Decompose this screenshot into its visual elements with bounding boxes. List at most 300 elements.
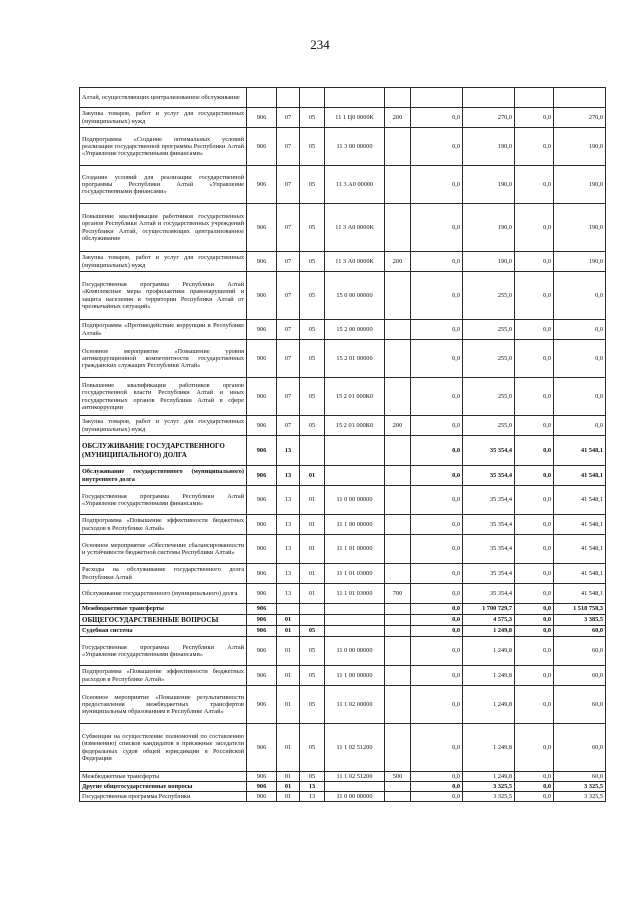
section-code-cell bbox=[277, 604, 300, 615]
amount-cell-1: 0,0 bbox=[411, 686, 463, 724]
amount-cell-3: 0,0 bbox=[515, 535, 554, 564]
amount-cell-1: 0,0 bbox=[411, 252, 463, 272]
grbs-code-cell bbox=[247, 88, 277, 108]
subsection-code-cell: 05 bbox=[300, 204, 325, 252]
section-code-cell: 13 bbox=[277, 584, 300, 604]
amount-cell-4: 190,0 bbox=[554, 128, 606, 166]
amount-cell-2: 190,0 bbox=[463, 204, 515, 252]
grbs-code-cell: 906 bbox=[247, 626, 277, 637]
table-row bbox=[80, 615, 606, 626]
table-row bbox=[80, 204, 606, 252]
grbs-code-cell: 906 bbox=[247, 436, 277, 466]
target-article-cell: 11 1 02 51200 bbox=[325, 772, 385, 782]
amount-cell-1: 0,0 bbox=[411, 416, 463, 436]
target-article-cell: 11 0 00 00000 bbox=[325, 792, 385, 802]
section-code-cell: 01 bbox=[277, 666, 300, 686]
table-row bbox=[80, 626, 606, 637]
amount-cell-2: 255,0 bbox=[463, 272, 515, 320]
subsection-code-cell bbox=[300, 88, 325, 108]
amount-cell-1: 0,0 bbox=[411, 724, 463, 772]
grbs-code-cell: 906 bbox=[247, 615, 277, 626]
table-row bbox=[80, 782, 606, 792]
section-code-cell: 07 bbox=[277, 378, 300, 416]
table-row bbox=[80, 272, 606, 320]
amount-cell-2: 35 354,4 bbox=[463, 466, 515, 486]
amount-cell-4: 190,0 bbox=[554, 166, 606, 204]
table-row bbox=[80, 108, 606, 128]
amount-cell-1: 0,0 bbox=[411, 564, 463, 584]
subsection-code-cell: 01 bbox=[300, 535, 325, 564]
amount-cell-4: 3 325,5 bbox=[554, 782, 606, 792]
amount-cell-4: 41 548,1 bbox=[554, 584, 606, 604]
row-name-cell: Подпрограмма «Повышение эффективности бюджетных расходов в Республике Алтай» bbox=[80, 515, 247, 535]
target-article-cell: 11 3 00 00000 bbox=[325, 128, 385, 166]
expense-type-cell: 200 bbox=[385, 252, 411, 272]
table-row bbox=[80, 486, 606, 515]
expense-type-cell bbox=[385, 782, 411, 792]
table-row bbox=[80, 320, 606, 340]
subsection-code-cell: 05 bbox=[300, 108, 325, 128]
amount-cell-4: 60,0 bbox=[554, 686, 606, 724]
table-row bbox=[80, 436, 606, 466]
subsection-code-cell: 05 bbox=[300, 128, 325, 166]
subsection-code-cell: 05 bbox=[300, 626, 325, 637]
grbs-code-cell: 906 bbox=[247, 772, 277, 782]
amount-cell-3 bbox=[515, 88, 554, 108]
amount-cell-2: 1 249,8 bbox=[463, 686, 515, 724]
subsection-code-cell: 05 bbox=[300, 416, 325, 436]
subsection-code-cell: 05 bbox=[300, 772, 325, 782]
table-row bbox=[80, 724, 606, 772]
amount-cell-4: 41 548,1 bbox=[554, 436, 606, 466]
expense-type-cell bbox=[385, 626, 411, 637]
grbs-code-cell: 906 bbox=[247, 604, 277, 615]
grbs-code-cell: 906 bbox=[247, 535, 277, 564]
grbs-code-cell: 906 bbox=[247, 637, 277, 666]
subsection-code-cell: 05 bbox=[300, 686, 325, 724]
subsection-code-cell bbox=[300, 436, 325, 466]
amount-cell-3: 0,0 bbox=[515, 166, 554, 204]
section-code-cell: 13 bbox=[277, 486, 300, 515]
target-article-cell: 11 1 02 00000 bbox=[325, 686, 385, 724]
grbs-code-cell: 906 bbox=[247, 486, 277, 515]
amount-cell-1: 0,0 bbox=[411, 584, 463, 604]
amount-cell-2: 4 575,3 bbox=[463, 615, 515, 626]
expense-type-cell bbox=[385, 792, 411, 802]
expense-type-cell bbox=[385, 637, 411, 666]
row-name-cell: ОБСЛУЖИВАНИЕ ГОСУДАРСТВЕННОГО (МУНИЦИПАЛЬНОГО) ДОЛГА bbox=[80, 436, 247, 466]
amount-cell-1: 0,0 bbox=[411, 666, 463, 686]
target-article-cell: 11 1 00 00000 bbox=[325, 515, 385, 535]
row-name-cell: Судебная система bbox=[80, 626, 247, 637]
target-article-cell bbox=[325, 604, 385, 615]
target-article-cell: 15 2 01 00000 bbox=[325, 340, 385, 378]
grbs-code-cell: 906 bbox=[247, 378, 277, 416]
subsection-code-cell: 05 bbox=[300, 378, 325, 416]
amount-cell-3: 0,0 bbox=[515, 782, 554, 792]
subsection-code-cell: 01 bbox=[300, 486, 325, 515]
target-article-cell: 11 1 01 03000 bbox=[325, 564, 385, 584]
grbs-code-cell: 906 bbox=[247, 792, 277, 802]
row-name-cell: Государственная программа Республики Алтай «Комплексные меры профилактики правонарушений и защита населения и территории Республики Алтай от чрезвычайных ситуаций» bbox=[80, 272, 247, 320]
row-name-cell: ОБЩЕГОСУДАРСТВЕННЫЕ ВОПРОСЫ bbox=[80, 615, 247, 626]
grbs-code-cell: 906 bbox=[247, 666, 277, 686]
amount-cell-2 bbox=[463, 88, 515, 108]
target-article-cell bbox=[325, 626, 385, 637]
row-name-cell: Закупка товаров, работ и услуг для государственных (муниципальных) нужд bbox=[80, 252, 247, 272]
amount-cell-3: 0,0 bbox=[515, 792, 554, 802]
expense-type-cell: 200 bbox=[385, 108, 411, 128]
subsection-code-cell: 05 bbox=[300, 637, 325, 666]
amount-cell-2: 35 354,4 bbox=[463, 436, 515, 466]
amount-cell-3: 0,0 bbox=[515, 128, 554, 166]
section-code-cell: 13 bbox=[277, 436, 300, 466]
amount-cell-2: 255,0 bbox=[463, 340, 515, 378]
row-name-cell: Расходы на обслуживание государственного долга Республики Алтай bbox=[80, 564, 247, 584]
table-row bbox=[80, 535, 606, 564]
expense-type-cell bbox=[385, 515, 411, 535]
grbs-code-cell: 906 bbox=[247, 252, 277, 272]
grbs-code-cell: 906 bbox=[247, 416, 277, 436]
amount-cell-2: 3 325,5 bbox=[463, 792, 515, 802]
table-row bbox=[80, 772, 606, 782]
section-code-cell: 01 bbox=[277, 626, 300, 637]
expense-type-cell: 700 bbox=[385, 584, 411, 604]
grbs-code-cell: 906 bbox=[247, 128, 277, 166]
expense-type-cell: 200 bbox=[385, 416, 411, 436]
expense-type-cell bbox=[385, 128, 411, 166]
row-name-cell: Создание условий для реализации государственной программы Республики Алтай «Управление государственными финансами» bbox=[80, 166, 247, 204]
amount-cell-4: 60,0 bbox=[554, 666, 606, 686]
table-row bbox=[80, 466, 606, 486]
row-name-cell: Обслуживание государственного (муниципального) долга bbox=[80, 584, 247, 604]
amount-cell-2: 35 354,4 bbox=[463, 486, 515, 515]
amount-cell-1 bbox=[411, 88, 463, 108]
amount-cell-3: 0,0 bbox=[515, 378, 554, 416]
target-article-cell: 15 2 01 000К0 bbox=[325, 378, 385, 416]
amount-cell-2: 1 249,8 bbox=[463, 626, 515, 637]
section-code-cell: 01 bbox=[277, 782, 300, 792]
amount-cell-1: 0,0 bbox=[411, 466, 463, 486]
grbs-code-cell: 906 bbox=[247, 108, 277, 128]
target-article-cell: 11 1 01 03000 bbox=[325, 584, 385, 604]
amount-cell-2: 35 354,4 bbox=[463, 584, 515, 604]
row-name-cell: Государственная программа Республики Алтай «Управление государственными финансами» bbox=[80, 637, 247, 666]
table-row bbox=[80, 564, 606, 584]
amount-cell-2: 190,0 bbox=[463, 128, 515, 166]
row-name-cell: Закупка товаров, работ и услуг для государственных (муниципальных) нужд bbox=[80, 416, 247, 436]
amount-cell-1: 0,0 bbox=[411, 340, 463, 378]
row-name-cell: Государственная программа Республики bbox=[80, 792, 247, 802]
subsection-code-cell: 05 bbox=[300, 272, 325, 320]
section-code-cell: 07 bbox=[277, 128, 300, 166]
section-code-cell: 01 bbox=[277, 686, 300, 724]
row-name-cell: Основное мероприятие «Обеспечение сбалансированности и устойчивости бюджетной системы Республики Алтай» bbox=[80, 535, 247, 564]
target-article-cell: 11 1 01 00000 bbox=[325, 535, 385, 564]
subsection-code-cell: 05 bbox=[300, 666, 325, 686]
amount-cell-1: 0,0 bbox=[411, 272, 463, 320]
amount-cell-1: 0,0 bbox=[411, 486, 463, 515]
amount-cell-2: 1 249,8 bbox=[463, 637, 515, 666]
table-row bbox=[80, 128, 606, 166]
amount-cell-1: 0,0 bbox=[411, 166, 463, 204]
section-code-cell: 13 bbox=[277, 466, 300, 486]
row-name-cell: Основное мероприятие «Повышение результативности предоставления межбюджетных трансфертов муниципальным образованиям в Республике Алтай» bbox=[80, 686, 247, 724]
grbs-code-cell: 906 bbox=[247, 320, 277, 340]
section-code-cell: 07 bbox=[277, 204, 300, 252]
amount-cell-3: 0,0 bbox=[515, 666, 554, 686]
amount-cell-2: 1 249,8 bbox=[463, 724, 515, 772]
section-code-cell: 01 bbox=[277, 792, 300, 802]
amount-cell-1: 0,0 bbox=[411, 604, 463, 615]
subsection-code-cell: 05 bbox=[300, 340, 325, 378]
table-row bbox=[80, 340, 606, 378]
amount-cell-1: 0,0 bbox=[411, 108, 463, 128]
section-code-cell: 01 bbox=[277, 724, 300, 772]
table-row bbox=[80, 378, 606, 416]
amount-cell-3: 0,0 bbox=[515, 637, 554, 666]
row-name-cell: Алтай, осуществляющих централизованное обслуживание bbox=[80, 88, 247, 108]
amount-cell-1: 0,0 bbox=[411, 204, 463, 252]
amount-cell-3: 0,0 bbox=[515, 615, 554, 626]
expense-type-cell bbox=[385, 166, 411, 204]
target-article-cell: 11 3 А0 0000К bbox=[325, 252, 385, 272]
row-name-cell: Основное мероприятие «Повышение уровня антикоррупционной компетентности государственных гражданских служащих Республики Алтай» bbox=[80, 340, 247, 378]
amount-cell-1: 0,0 bbox=[411, 615, 463, 626]
row-name-cell: Другие общегосударственные вопросы bbox=[80, 782, 247, 792]
amount-cell-3: 0,0 bbox=[515, 626, 554, 637]
section-code-cell: 01 bbox=[277, 615, 300, 626]
amount-cell-1: 0,0 bbox=[411, 378, 463, 416]
amount-cell-3: 0,0 bbox=[515, 486, 554, 515]
expense-type-cell bbox=[385, 604, 411, 615]
amount-cell-2: 190,0 bbox=[463, 166, 515, 204]
section-code-cell: 07 bbox=[277, 108, 300, 128]
target-article-cell: 15 2 00 00000 bbox=[325, 320, 385, 340]
row-name-cell: Государственная программа Республики Алтай «Управление государственными финансами» bbox=[80, 486, 247, 515]
expense-type-cell bbox=[385, 535, 411, 564]
grbs-code-cell: 906 bbox=[247, 584, 277, 604]
amount-cell-4: 41 548,1 bbox=[554, 535, 606, 564]
section-code-cell: 13 bbox=[277, 515, 300, 535]
amount-cell-3: 0,0 bbox=[515, 604, 554, 615]
grbs-code-cell: 906 bbox=[247, 564, 277, 584]
row-name-cell: Подпрограмма «Противодействие коррупции в Республике Алтай» bbox=[80, 320, 247, 340]
amount-cell-4: 60,0 bbox=[554, 626, 606, 637]
amount-cell-4: 190,0 bbox=[554, 252, 606, 272]
table-body bbox=[80, 88, 606, 802]
amount-cell-1: 0,0 bbox=[411, 626, 463, 637]
target-article-cell bbox=[325, 466, 385, 486]
expense-type-cell bbox=[385, 340, 411, 378]
section-code-cell: 07 bbox=[277, 320, 300, 340]
amount-cell-3: 0,0 bbox=[515, 108, 554, 128]
expense-type-cell bbox=[385, 486, 411, 515]
table-row bbox=[80, 584, 606, 604]
subsection-code-cell: 01 bbox=[300, 584, 325, 604]
page-number: 234 bbox=[310, 37, 330, 52]
row-name-cell: Субвенции на осуществление полномочий по составлению (изменению) списков кандидатов в присяжные заседатели федеральных судов общей юрисдикции в Российской Федерации bbox=[80, 724, 247, 772]
section-code-cell: 01 bbox=[277, 637, 300, 666]
amount-cell-4: 3 385,5 bbox=[554, 615, 606, 626]
row-name-cell: Межбюджетные трансферты bbox=[80, 772, 247, 782]
expense-type-cell bbox=[385, 686, 411, 724]
subsection-code-cell: 01 bbox=[300, 564, 325, 584]
target-article-cell: 11 3 А0 0000К bbox=[325, 204, 385, 252]
grbs-code-cell: 906 bbox=[247, 204, 277, 252]
subsection-code-cell: 05 bbox=[300, 724, 325, 772]
section-code-cell bbox=[277, 88, 300, 108]
amount-cell-2: 255,0 bbox=[463, 320, 515, 340]
amount-cell-4: 41 548,1 bbox=[554, 564, 606, 584]
amount-cell-2: 35 354,4 bbox=[463, 515, 515, 535]
amount-cell-3: 0,0 bbox=[515, 320, 554, 340]
budget-table bbox=[79, 87, 606, 802]
target-article-cell bbox=[325, 436, 385, 466]
subsection-code-cell bbox=[300, 615, 325, 626]
expense-type-cell bbox=[385, 564, 411, 584]
section-code-cell: 13 bbox=[277, 564, 300, 584]
expense-type-cell bbox=[385, 88, 411, 108]
amount-cell-3: 0,0 bbox=[515, 340, 554, 378]
subsection-code-cell: 13 bbox=[300, 782, 325, 792]
section-code-cell: 07 bbox=[277, 272, 300, 320]
amount-cell-3: 0,0 bbox=[515, 686, 554, 724]
amount-cell-2: 1 249,8 bbox=[463, 666, 515, 686]
row-name-cell: Повышение квалификации работников государственных органов Республики Алтай и государственных учреждений Республики Алтай, осуществляющих централизованное обслуживание bbox=[80, 204, 247, 252]
table-row bbox=[80, 686, 606, 724]
amount-cell-4: 0,0 bbox=[554, 416, 606, 436]
expense-type-cell bbox=[385, 204, 411, 252]
expense-type-cell bbox=[385, 436, 411, 466]
target-article-cell: 15 2 01 000К0 bbox=[325, 416, 385, 436]
subsection-code-cell: 01 bbox=[300, 515, 325, 535]
amount-cell-1: 0,0 bbox=[411, 792, 463, 802]
amount-cell-2: 3 325,5 bbox=[463, 782, 515, 792]
amount-cell-4: 60,0 bbox=[554, 772, 606, 782]
grbs-code-cell: 906 bbox=[247, 466, 277, 486]
amount-cell-1: 0,0 bbox=[411, 535, 463, 564]
row-name-cell: Межбюджетные трансферты bbox=[80, 604, 247, 615]
grbs-code-cell: 906 bbox=[247, 724, 277, 772]
target-article-cell: 15 0 00 00000 bbox=[325, 272, 385, 320]
amount-cell-4: 190,0 bbox=[554, 204, 606, 252]
grbs-code-cell: 906 bbox=[247, 166, 277, 204]
amount-cell-4: 41 548,1 bbox=[554, 486, 606, 515]
table-row bbox=[80, 637, 606, 666]
amount-cell-3: 0,0 bbox=[515, 436, 554, 466]
amount-cell-2: 35 354,4 bbox=[463, 535, 515, 564]
amount-cell-3: 0,0 bbox=[515, 584, 554, 604]
row-name-cell: Подпрограмма «Создание оптимальных условий реализации государственной программы Республики Алтай «Управление государственными финансами» bbox=[80, 128, 247, 166]
subsection-code-cell: 01 bbox=[300, 466, 325, 486]
grbs-code-cell: 906 bbox=[247, 340, 277, 378]
amount-cell-4: 1 518 758,3 bbox=[554, 604, 606, 615]
table-row bbox=[80, 666, 606, 686]
target-article-cell bbox=[325, 615, 385, 626]
amount-cell-4: 41 548,1 bbox=[554, 466, 606, 486]
amount-cell-4 bbox=[554, 88, 606, 108]
target-article-cell: 11 1 00 00000 bbox=[325, 666, 385, 686]
table-row bbox=[80, 792, 606, 802]
section-code-cell: 07 bbox=[277, 166, 300, 204]
amount-cell-4: 0,0 bbox=[554, 320, 606, 340]
subsection-code-cell: 13 bbox=[300, 792, 325, 802]
expense-type-cell: 500 bbox=[385, 772, 411, 782]
subsection-code-cell: 05 bbox=[300, 252, 325, 272]
table-row bbox=[80, 416, 606, 436]
expense-type-cell bbox=[385, 615, 411, 626]
expense-type-cell bbox=[385, 666, 411, 686]
row-name-cell: Закупка товаров, работ и услуг для государственных (муниципальных) нужд bbox=[80, 108, 247, 128]
table-row bbox=[80, 604, 606, 615]
amount-cell-1: 0,0 bbox=[411, 782, 463, 792]
amount-cell-3: 0,0 bbox=[515, 416, 554, 436]
amount-cell-1: 0,0 bbox=[411, 436, 463, 466]
amount-cell-2: 1 700 729,7 bbox=[463, 604, 515, 615]
amount-cell-4: 60,0 bbox=[554, 637, 606, 666]
row-name-cell: Обслуживание государственного (муниципального) внутреннего долга bbox=[80, 466, 247, 486]
target-article-cell bbox=[325, 88, 385, 108]
target-article-cell: 11 3 А0 00000 bbox=[325, 166, 385, 204]
amount-cell-3: 0,0 bbox=[515, 272, 554, 320]
amount-cell-4: 41 548,1 bbox=[554, 515, 606, 535]
target-article-cell: 11 0 00 00000 bbox=[325, 637, 385, 666]
table-row bbox=[80, 88, 606, 108]
grbs-code-cell: 906 bbox=[247, 515, 277, 535]
section-code-cell: 07 bbox=[277, 340, 300, 378]
table-row bbox=[80, 252, 606, 272]
amount-cell-3: 0,0 bbox=[515, 204, 554, 252]
expense-type-cell bbox=[385, 466, 411, 486]
amount-cell-4: 0,0 bbox=[554, 340, 606, 378]
amount-cell-1: 0,0 bbox=[411, 320, 463, 340]
subsection-code-cell bbox=[300, 604, 325, 615]
expense-type-cell bbox=[385, 378, 411, 416]
amount-cell-4: 270,0 bbox=[554, 108, 606, 128]
amount-cell-1: 0,0 bbox=[411, 515, 463, 535]
amount-cell-2: 35 354,4 bbox=[463, 564, 515, 584]
subsection-code-cell: 05 bbox=[300, 166, 325, 204]
section-code-cell: 07 bbox=[277, 252, 300, 272]
section-code-cell: 13 bbox=[277, 535, 300, 564]
amount-cell-3: 0,0 bbox=[515, 564, 554, 584]
section-code-cell: 07 bbox=[277, 416, 300, 436]
row-name-cell: Повышение квалификации работников органов государственной власти Республики Алтай и иных государственных органов Республики Алтай в сфере антикоррупции bbox=[80, 378, 247, 416]
amount-cell-2: 190,0 bbox=[463, 252, 515, 272]
expense-type-cell bbox=[385, 724, 411, 772]
amount-cell-3: 0,0 bbox=[515, 724, 554, 772]
grbs-code-cell: 906 bbox=[247, 782, 277, 792]
amount-cell-4: 60,0 bbox=[554, 724, 606, 772]
amount-cell-3: 0,0 bbox=[515, 466, 554, 486]
amount-cell-2: 255,0 bbox=[463, 416, 515, 436]
amount-cell-3: 0,0 bbox=[515, 772, 554, 782]
target-article-cell: 11 0 00 00000 bbox=[325, 486, 385, 515]
section-code-cell: 01 bbox=[277, 772, 300, 782]
amount-cell-4: 3 325,5 bbox=[554, 792, 606, 802]
amount-cell-1: 0,0 bbox=[411, 637, 463, 666]
amount-cell-2: 1 249,8 bbox=[463, 772, 515, 782]
amount-cell-3: 0,0 bbox=[515, 252, 554, 272]
grbs-code-cell: 906 bbox=[247, 686, 277, 724]
amount-cell-4: 0,0 bbox=[554, 272, 606, 320]
subsection-code-cell: 05 bbox=[300, 320, 325, 340]
amount-cell-1: 0,0 bbox=[411, 772, 463, 782]
amount-cell-4: 0,0 bbox=[554, 378, 606, 416]
table-row bbox=[80, 166, 606, 204]
grbs-code-cell: 906 bbox=[247, 272, 277, 320]
